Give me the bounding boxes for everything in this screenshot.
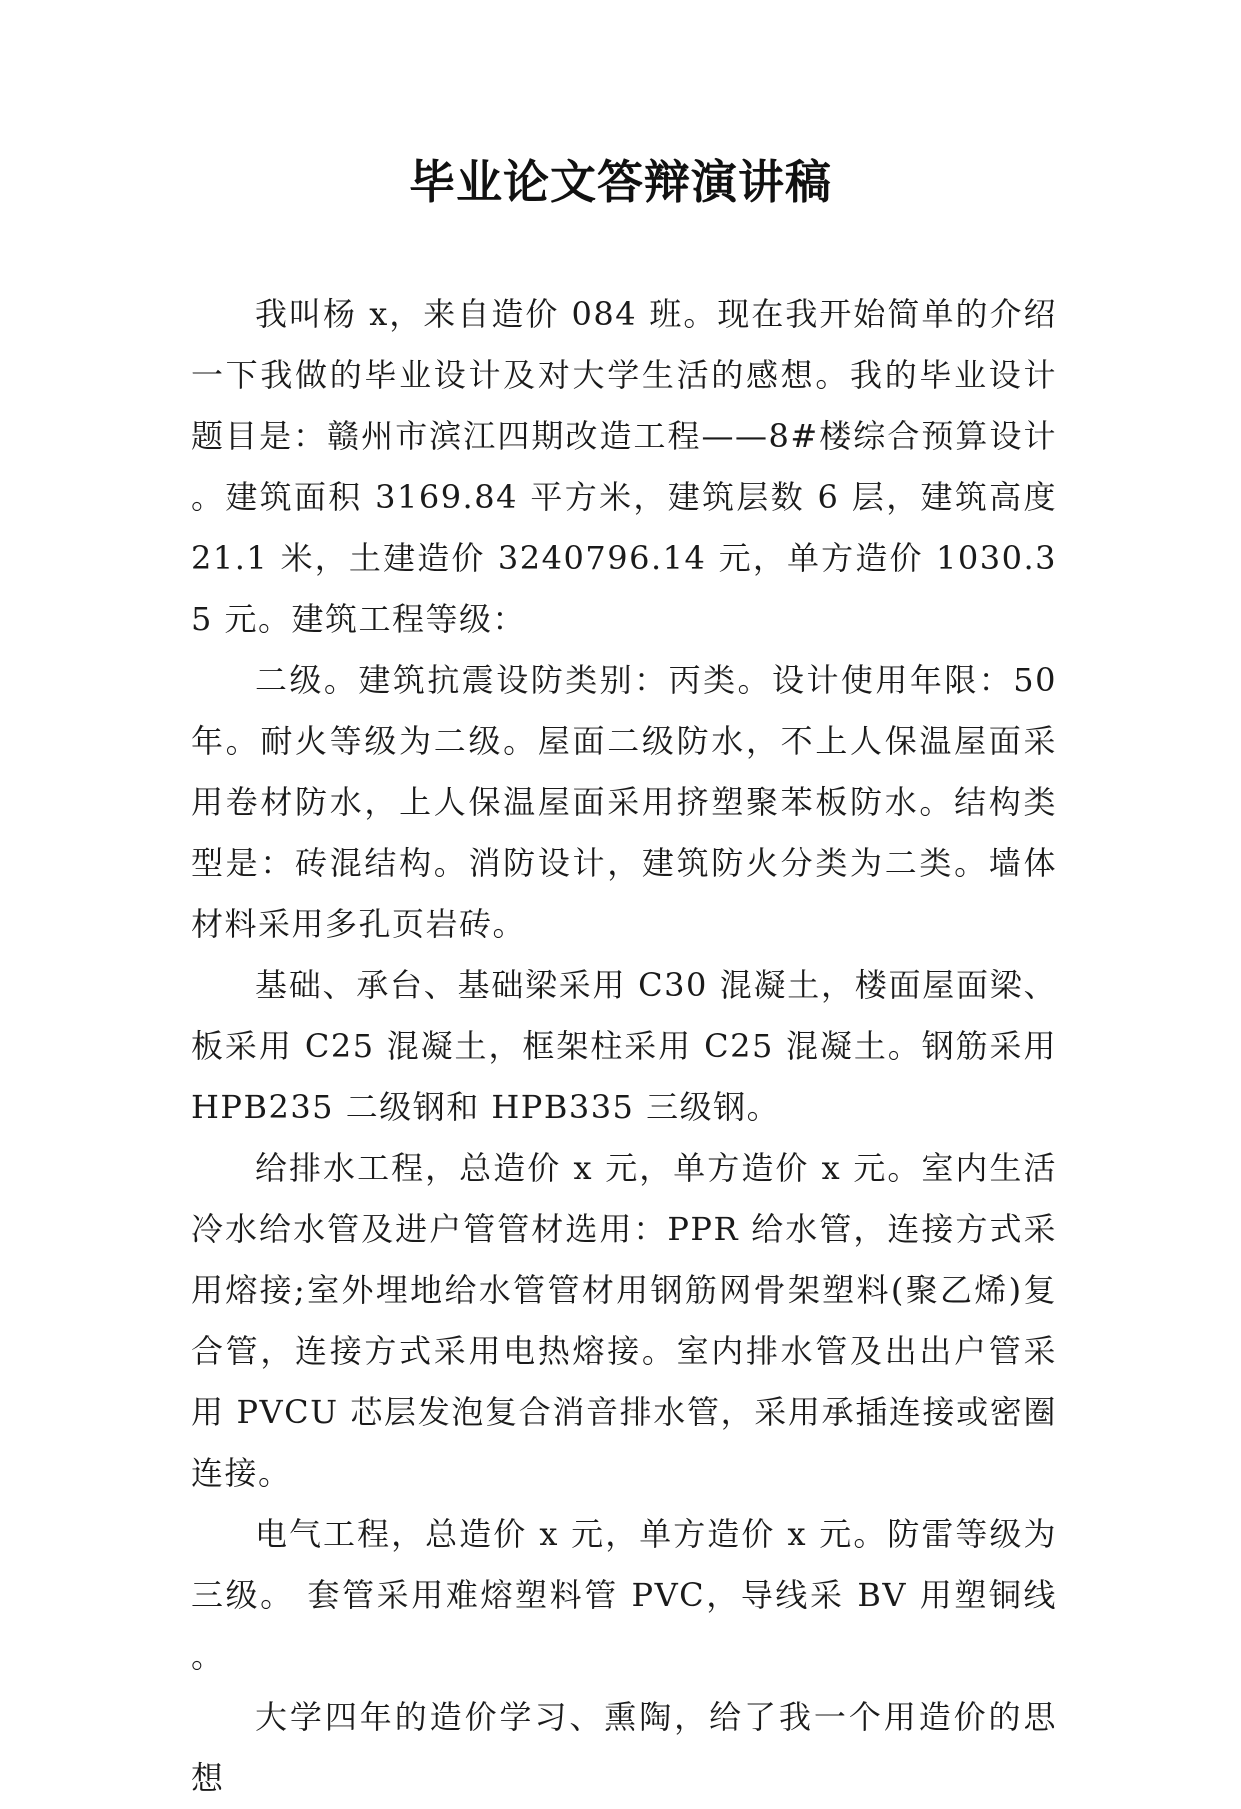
document-body [191, 284, 1057, 1809]
paragraph-4: 给排水工程，总造价 x 元，单方造价 x 元。室内生活冷水给水管及进户管管材选用：PPR 给水管，连接方式采用熔接;室外埋地给水管管材用钢筋网骨架塑料(聚乙烯)复合管，连接方式采用电热熔接。室内排水管及出出户管采用 PVCU 芯层发泡复合消音排水管，采用承插连接或密圈连接。 [191, 1149, 1057, 1492]
paragraph-3: 基础、承台、基础梁采用 C30 混凝土，楼面屋面梁、板采用 C25 混凝土，框架柱采用 C25 混凝土。钢筋采用 HPB235 二级钢和 HPB335 三级钢。 [191, 966, 1057, 1126]
paragraph-1: 我叫杨 x，来自造价 084 班。现在我开始简单的介绍一下我做的毕业设计及对大学生活的感想。我的毕业设计题目是：赣州市滨江四期改造工程——8#楼综合预算设计。建筑面积 3169.84 平方米，建筑层数 6 层，建筑高度 21.1 米，土建造价 3240796.14 元，单方造价 1030.35 元。建筑工程等级： [191, 295, 1057, 638]
paragraph-6: 大学四年的造价学习、熏陶，给了我一个用造价的思想 [191, 1698, 1057, 1797]
paragraph-5: 电气工程，总造价 x 元，单方造价 x 元。防雷等级为三级。 套管采用难熔塑料管 PVC，导线采 BV 用塑铜线。 [191, 1515, 1057, 1675]
document-title: 毕业论文答辩演讲稿 [409, 155, 832, 209]
paragraph-2: 二级。建筑抗震设防类别：丙类。设计使用年限：50 年。耐火等级为二级。屋面二级防水，不上人保温屋面采用卷材防水，上人保温屋面采用挤塑聚苯板防水。结构类型是：砖混结构。消防设计，建筑防火分类为二类。墙体材料采用多孔页岩砖。 [191, 661, 1057, 943]
